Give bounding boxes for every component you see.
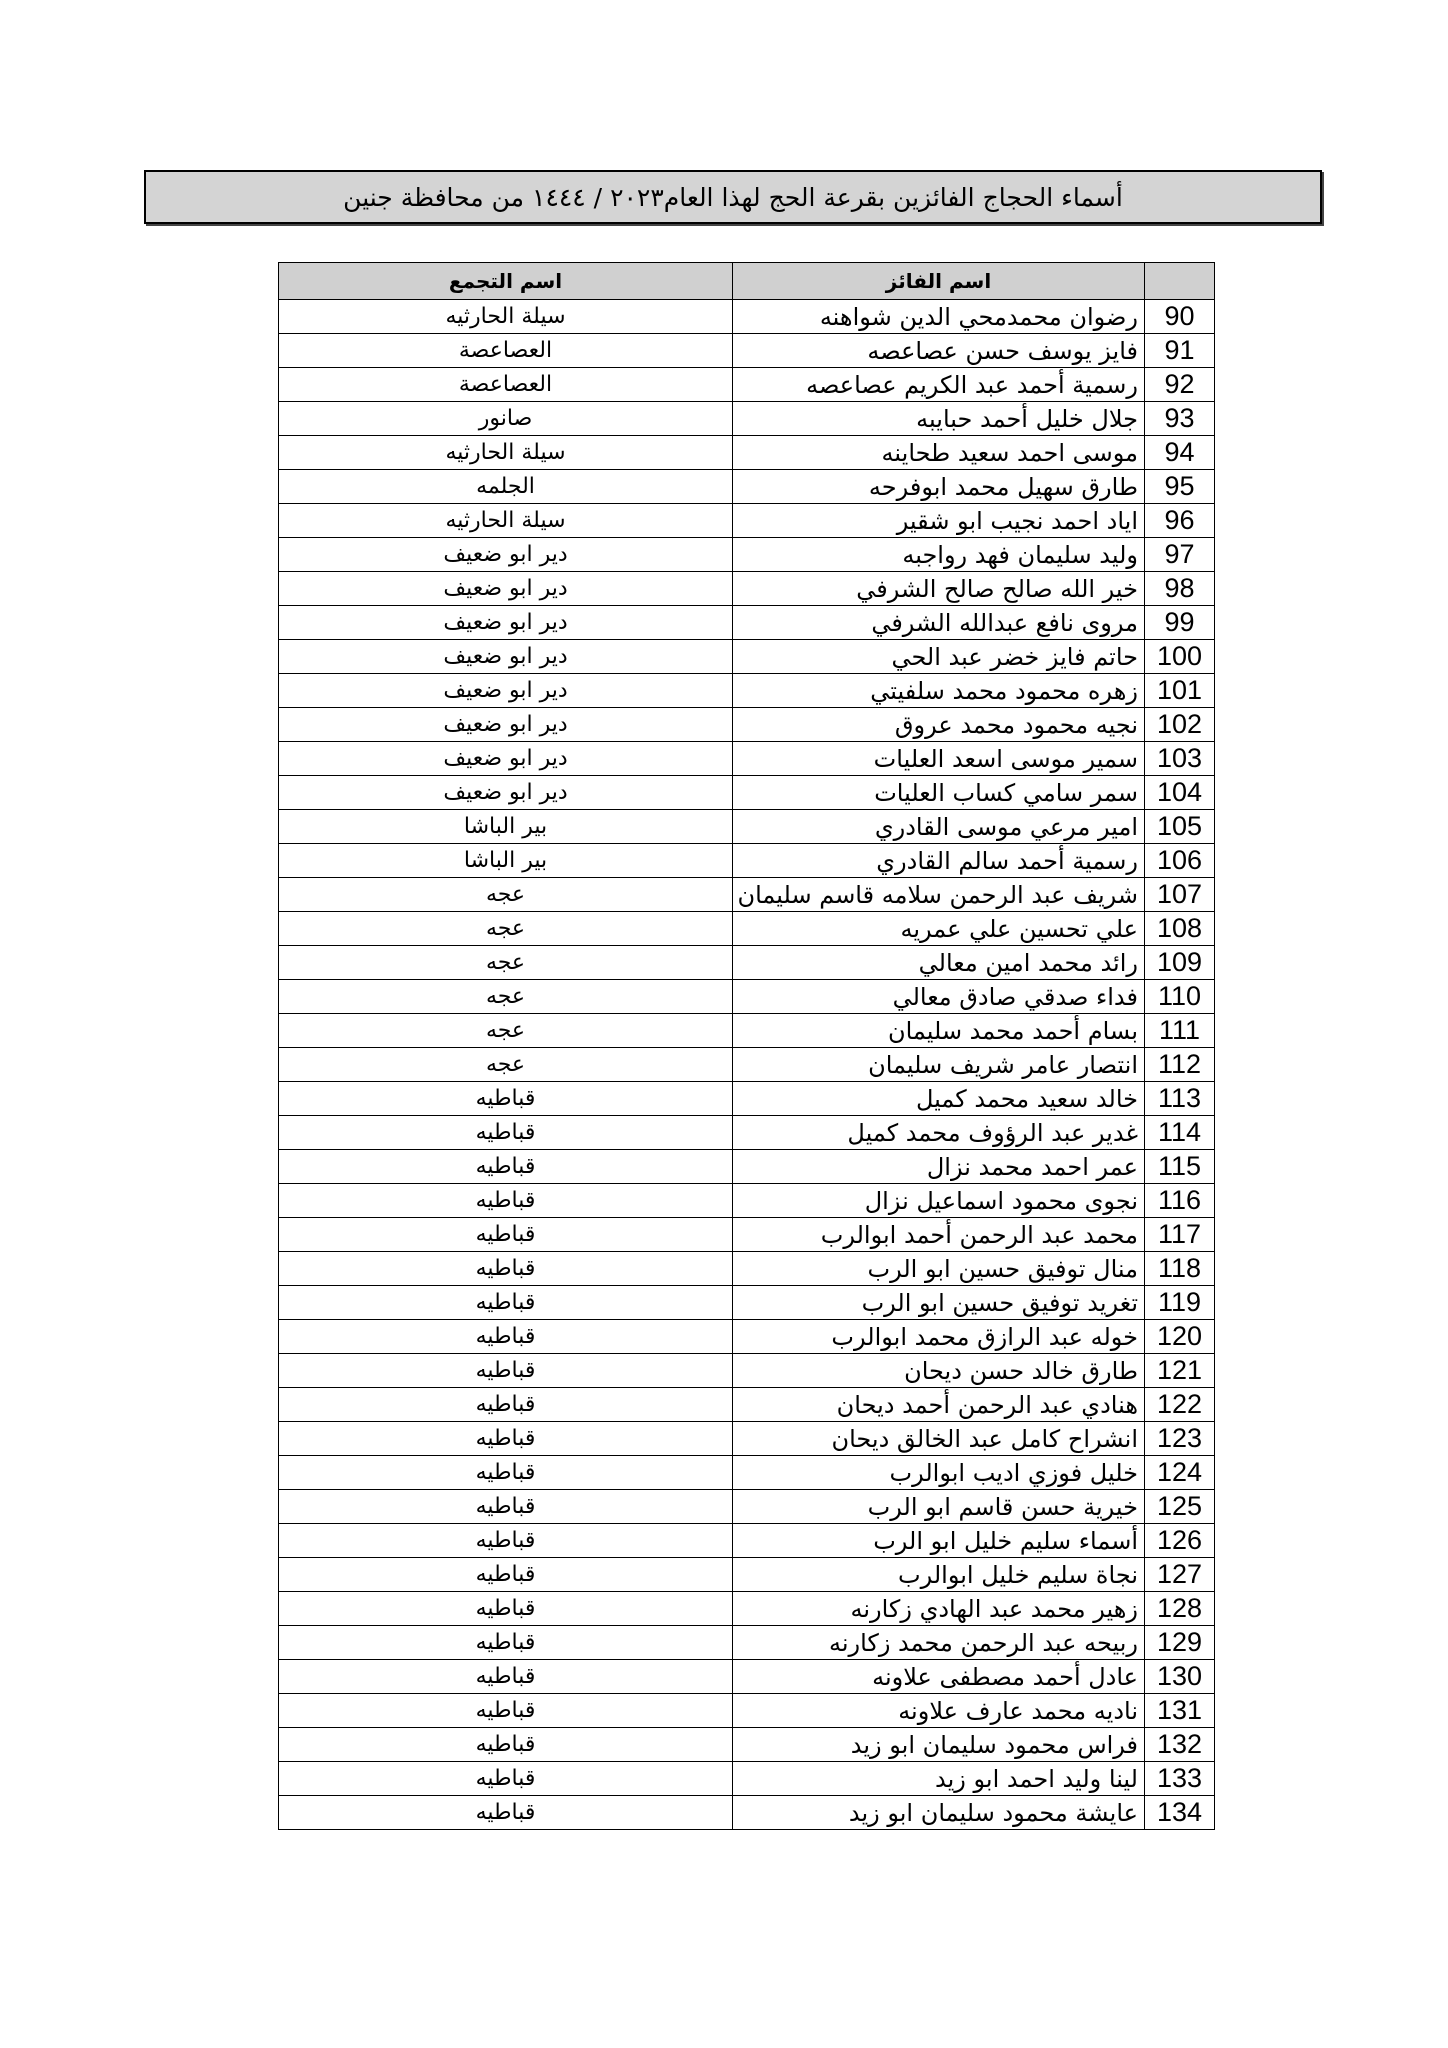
group-name: قباطيه [279, 1524, 733, 1558]
winners-table [278, 262, 1215, 1830]
winner-name: حاتم فايز خضر عبد الحي [733, 640, 1145, 674]
row-number: 129 [1145, 1626, 1215, 1660]
group-name: عجه [279, 980, 733, 1014]
group-name: دير ابو ضعيف [279, 708, 733, 742]
winner-name: رسمية أحمد سالم القادري [733, 844, 1145, 878]
row-number: 122 [1145, 1388, 1215, 1422]
group-name: قباطيه [279, 1150, 733, 1184]
row-number: 115 [1145, 1150, 1215, 1184]
group-name: دير ابو ضعيف [279, 640, 733, 674]
winner-name: موسى احمد سعيد طحاينه [733, 436, 1145, 470]
table-row [279, 1184, 1215, 1218]
table-row [279, 912, 1215, 946]
group-name: دير ابو ضعيف [279, 538, 733, 572]
group-name: قباطيه [279, 1490, 733, 1524]
group-name: بير الباشا [279, 810, 733, 844]
table-row [279, 708, 1215, 742]
group-name: قباطيه [279, 1660, 733, 1694]
row-number: 104 [1145, 776, 1215, 810]
group-name: دير ابو ضعيف [279, 572, 733, 606]
winner-name: علي تحسين علي عمريه [733, 912, 1145, 946]
row-number: 102 [1145, 708, 1215, 742]
table-row [279, 1524, 1215, 1558]
table-row [279, 334, 1215, 368]
group-name: قباطيه [279, 1626, 733, 1660]
table-row [279, 980, 1215, 1014]
winner-name: تغريد توفيق حسين ابو الرب [733, 1286, 1145, 1320]
table-row [279, 1218, 1215, 1252]
group-name: عجه [279, 878, 733, 912]
row-number: 132 [1145, 1728, 1215, 1762]
row-number: 99 [1145, 606, 1215, 640]
winner-name: زهير محمد عبد الهادي زكارنه [733, 1592, 1145, 1626]
table-row [279, 878, 1215, 912]
row-number: 100 [1145, 640, 1215, 674]
table-row [279, 1694, 1215, 1728]
header-winner-name: اسم الفائز [733, 263, 1145, 300]
row-number: 91 [1145, 334, 1215, 368]
row-number: 114 [1145, 1116, 1215, 1150]
row-number: 94 [1145, 436, 1215, 470]
row-number: 107 [1145, 878, 1215, 912]
group-name: قباطيه [279, 1354, 733, 1388]
document-title: أسماء الحجاج الفائزين بقرعة الحج لهذا العام٢٠٢٣ / ١٤٤٤ من محافظة جنين [343, 182, 1123, 212]
table-row [279, 1422, 1215, 1456]
table-row [279, 606, 1215, 640]
row-number: 121 [1145, 1354, 1215, 1388]
row-number: 108 [1145, 912, 1215, 946]
row-number: 117 [1145, 1218, 1215, 1252]
winner-name: رائد محمد امين معالي [733, 946, 1145, 980]
table-row [279, 1048, 1215, 1082]
group-name: صانور [279, 402, 733, 436]
winner-name: وليد سليمان فهد رواجبه [733, 538, 1145, 572]
group-name: عجه [279, 946, 733, 980]
row-number: 106 [1145, 844, 1215, 878]
table-row [279, 1728, 1215, 1762]
winner-name: انتصار عامر شريف سليمان [733, 1048, 1145, 1082]
row-number: 96 [1145, 504, 1215, 538]
group-name: سيلة الحارثيه [279, 436, 733, 470]
header-group-name: اسم التجمع [279, 263, 733, 300]
table-row [279, 844, 1215, 878]
row-number: 93 [1145, 402, 1215, 436]
winner-name: محمد عبد الرحمن أحمد ابوالرب [733, 1218, 1145, 1252]
table-row [279, 1354, 1215, 1388]
winner-name: امير مرعي موسى القادري [733, 810, 1145, 844]
group-name: قباطيه [279, 1762, 733, 1796]
row-number: 118 [1145, 1252, 1215, 1286]
table-row [279, 1626, 1215, 1660]
winner-name: عايشة محمود سليمان ابو زيد [733, 1796, 1145, 1830]
group-name: قباطيه [279, 1252, 733, 1286]
row-number: 112 [1145, 1048, 1215, 1082]
group-name: العصاعصة [279, 334, 733, 368]
winner-name: سمير موسى اسعد العليات [733, 742, 1145, 776]
winner-name: رسمية أحمد عبد الكريم عصاعصه [733, 368, 1145, 402]
row-number: 110 [1145, 980, 1215, 1014]
row-number: 103 [1145, 742, 1215, 776]
row-number: 92 [1145, 368, 1215, 402]
winner-name: منال توفيق حسين ابو الرب [733, 1252, 1145, 1286]
winner-name: سمر سامي كساب العليات [733, 776, 1145, 810]
table-row [279, 402, 1215, 436]
winner-name: أسماء سليم خليل ابو الرب [733, 1524, 1145, 1558]
table-body [279, 300, 1215, 1830]
group-name: دير ابو ضعيف [279, 606, 733, 640]
group-name: قباطيه [279, 1728, 733, 1762]
table-row [279, 810, 1215, 844]
group-name: قباطيه [279, 1796, 733, 1830]
row-number: 130 [1145, 1660, 1215, 1694]
winner-name: نجوى محمود اسماعيل نزال [733, 1184, 1145, 1218]
table-row [279, 1796, 1215, 1830]
group-name: قباطيه [279, 1422, 733, 1456]
table-row [279, 1592, 1215, 1626]
winner-name: جلال خليل أحمد حبايبه [733, 402, 1145, 436]
table-row [279, 1762, 1215, 1796]
winner-name: ناديه محمد عارف علاونه [733, 1694, 1145, 1728]
group-name: سيلة الحارثيه [279, 300, 733, 334]
group-name: قباطيه [279, 1082, 733, 1116]
group-name: قباطيه [279, 1320, 733, 1354]
row-number: 134 [1145, 1796, 1215, 1830]
row-number: 97 [1145, 538, 1215, 572]
row-number: 116 [1145, 1184, 1215, 1218]
row-number: 127 [1145, 1558, 1215, 1592]
group-name: عجه [279, 1048, 733, 1082]
group-name: العصاعصة [279, 368, 733, 402]
row-number: 113 [1145, 1082, 1215, 1116]
winner-name: مروى نافع عبدالله الشرفي [733, 606, 1145, 640]
winner-name: فداء صدقي صادق معالي [733, 980, 1145, 1014]
table-header-row [279, 263, 1215, 300]
table-row [279, 674, 1215, 708]
row-number: 128 [1145, 1592, 1215, 1626]
winner-name: خالد سعيد محمد كميل [733, 1082, 1145, 1116]
winner-name: ربيحه عبد الرحمن محمد زكارنه [733, 1626, 1145, 1660]
winner-name: زهره محمود محمد سلفيتي [733, 674, 1145, 708]
table-row [279, 1456, 1215, 1490]
table-row [279, 1286, 1215, 1320]
table-row [279, 572, 1215, 606]
table-row [279, 470, 1215, 504]
table-row [279, 742, 1215, 776]
group-name: الجلمه [279, 470, 733, 504]
table-row [279, 436, 1215, 470]
title-box [144, 170, 1322, 224]
winner-name: عمر احمد محمد نزال [733, 1150, 1145, 1184]
table-row [279, 1116, 1215, 1150]
winner-name: عادل أحمد مصطفى علاونه [733, 1660, 1145, 1694]
table-row [279, 1014, 1215, 1048]
winner-name: بسام أحمد محمد سليمان [733, 1014, 1145, 1048]
row-number: 126 [1145, 1524, 1215, 1558]
winner-name: خوله عبد الرازق محمد ابوالرب [733, 1320, 1145, 1354]
winner-name: خيرية حسن قاسم ابو الرب [733, 1490, 1145, 1524]
row-number: 101 [1145, 674, 1215, 708]
winner-name: طارق خالد حسن ديحان [733, 1354, 1145, 1388]
winner-name: انشراح كامل عبد الخالق ديحان [733, 1422, 1145, 1456]
table-row [279, 1490, 1215, 1524]
table-row [279, 504, 1215, 538]
winner-name: خليل فوزي اديب ابوالرب [733, 1456, 1145, 1490]
group-name: قباطيه [279, 1592, 733, 1626]
table-row [279, 1660, 1215, 1694]
table-row [279, 1150, 1215, 1184]
row-number: 133 [1145, 1762, 1215, 1796]
group-name: قباطيه [279, 1558, 733, 1592]
table-row [279, 300, 1215, 334]
winner-name: خير الله صالح صالح الشرفي [733, 572, 1145, 606]
group-name: قباطيه [279, 1456, 733, 1490]
group-name: دير ابو ضعيف [279, 742, 733, 776]
row-number: 90 [1145, 300, 1215, 334]
header-number [1145, 263, 1215, 300]
winner-name: هنادي عبد الرحمن أحمد ديحان [733, 1388, 1145, 1422]
table-row [279, 776, 1215, 810]
winner-name: اياد احمد نجيب ابو شقير [733, 504, 1145, 538]
group-name: دير ابو ضعيف [279, 674, 733, 708]
row-number: 120 [1145, 1320, 1215, 1354]
winner-name: شريف عبد الرحمن سلامه قاسم سليمان [733, 878, 1145, 912]
row-number: 131 [1145, 1694, 1215, 1728]
row-number: 124 [1145, 1456, 1215, 1490]
group-name: قباطيه [279, 1388, 733, 1422]
table-row [279, 1252, 1215, 1286]
row-number: 98 [1145, 572, 1215, 606]
group-name: قباطيه [279, 1694, 733, 1728]
group-name: عجه [279, 912, 733, 946]
group-name: بير الباشا [279, 844, 733, 878]
winner-name: نجيه محمود محمد عروق [733, 708, 1145, 742]
table-row [279, 640, 1215, 674]
row-number: 119 [1145, 1286, 1215, 1320]
winner-name: غدير عبد الرؤوف محمد كميل [733, 1116, 1145, 1150]
winner-name: لينا وليد احمد ابو زيد [733, 1762, 1145, 1796]
row-number: 105 [1145, 810, 1215, 844]
row-number: 123 [1145, 1422, 1215, 1456]
winner-name: فراس محمود سليمان ابو زيد [733, 1728, 1145, 1762]
table-row [279, 1388, 1215, 1422]
group-name: سيلة الحارثيه [279, 504, 733, 538]
winner-name: رضوان محمدمحي الدين شواهنه [733, 300, 1145, 334]
table-row [279, 1558, 1215, 1592]
row-number: 125 [1145, 1490, 1215, 1524]
table-row [279, 1082, 1215, 1116]
table-row [279, 1320, 1215, 1354]
group-name: دير ابو ضعيف [279, 776, 733, 810]
row-number: 95 [1145, 470, 1215, 504]
group-name: عجه [279, 1014, 733, 1048]
winner-name: نجاة سليم خليل ابوالرب [733, 1558, 1145, 1592]
group-name: قباطيه [279, 1116, 733, 1150]
group-name: قباطيه [279, 1218, 733, 1252]
winner-name: فايز يوسف حسن عصاعصه [733, 334, 1145, 368]
group-name: قباطيه [279, 1286, 733, 1320]
table-row [279, 946, 1215, 980]
row-number: 111 [1145, 1014, 1215, 1048]
table-row [279, 368, 1215, 402]
row-number: 109 [1145, 946, 1215, 980]
group-name: قباطيه [279, 1184, 733, 1218]
table-row [279, 538, 1215, 572]
winner-name: طارق سهيل محمد ابوفرحه [733, 470, 1145, 504]
